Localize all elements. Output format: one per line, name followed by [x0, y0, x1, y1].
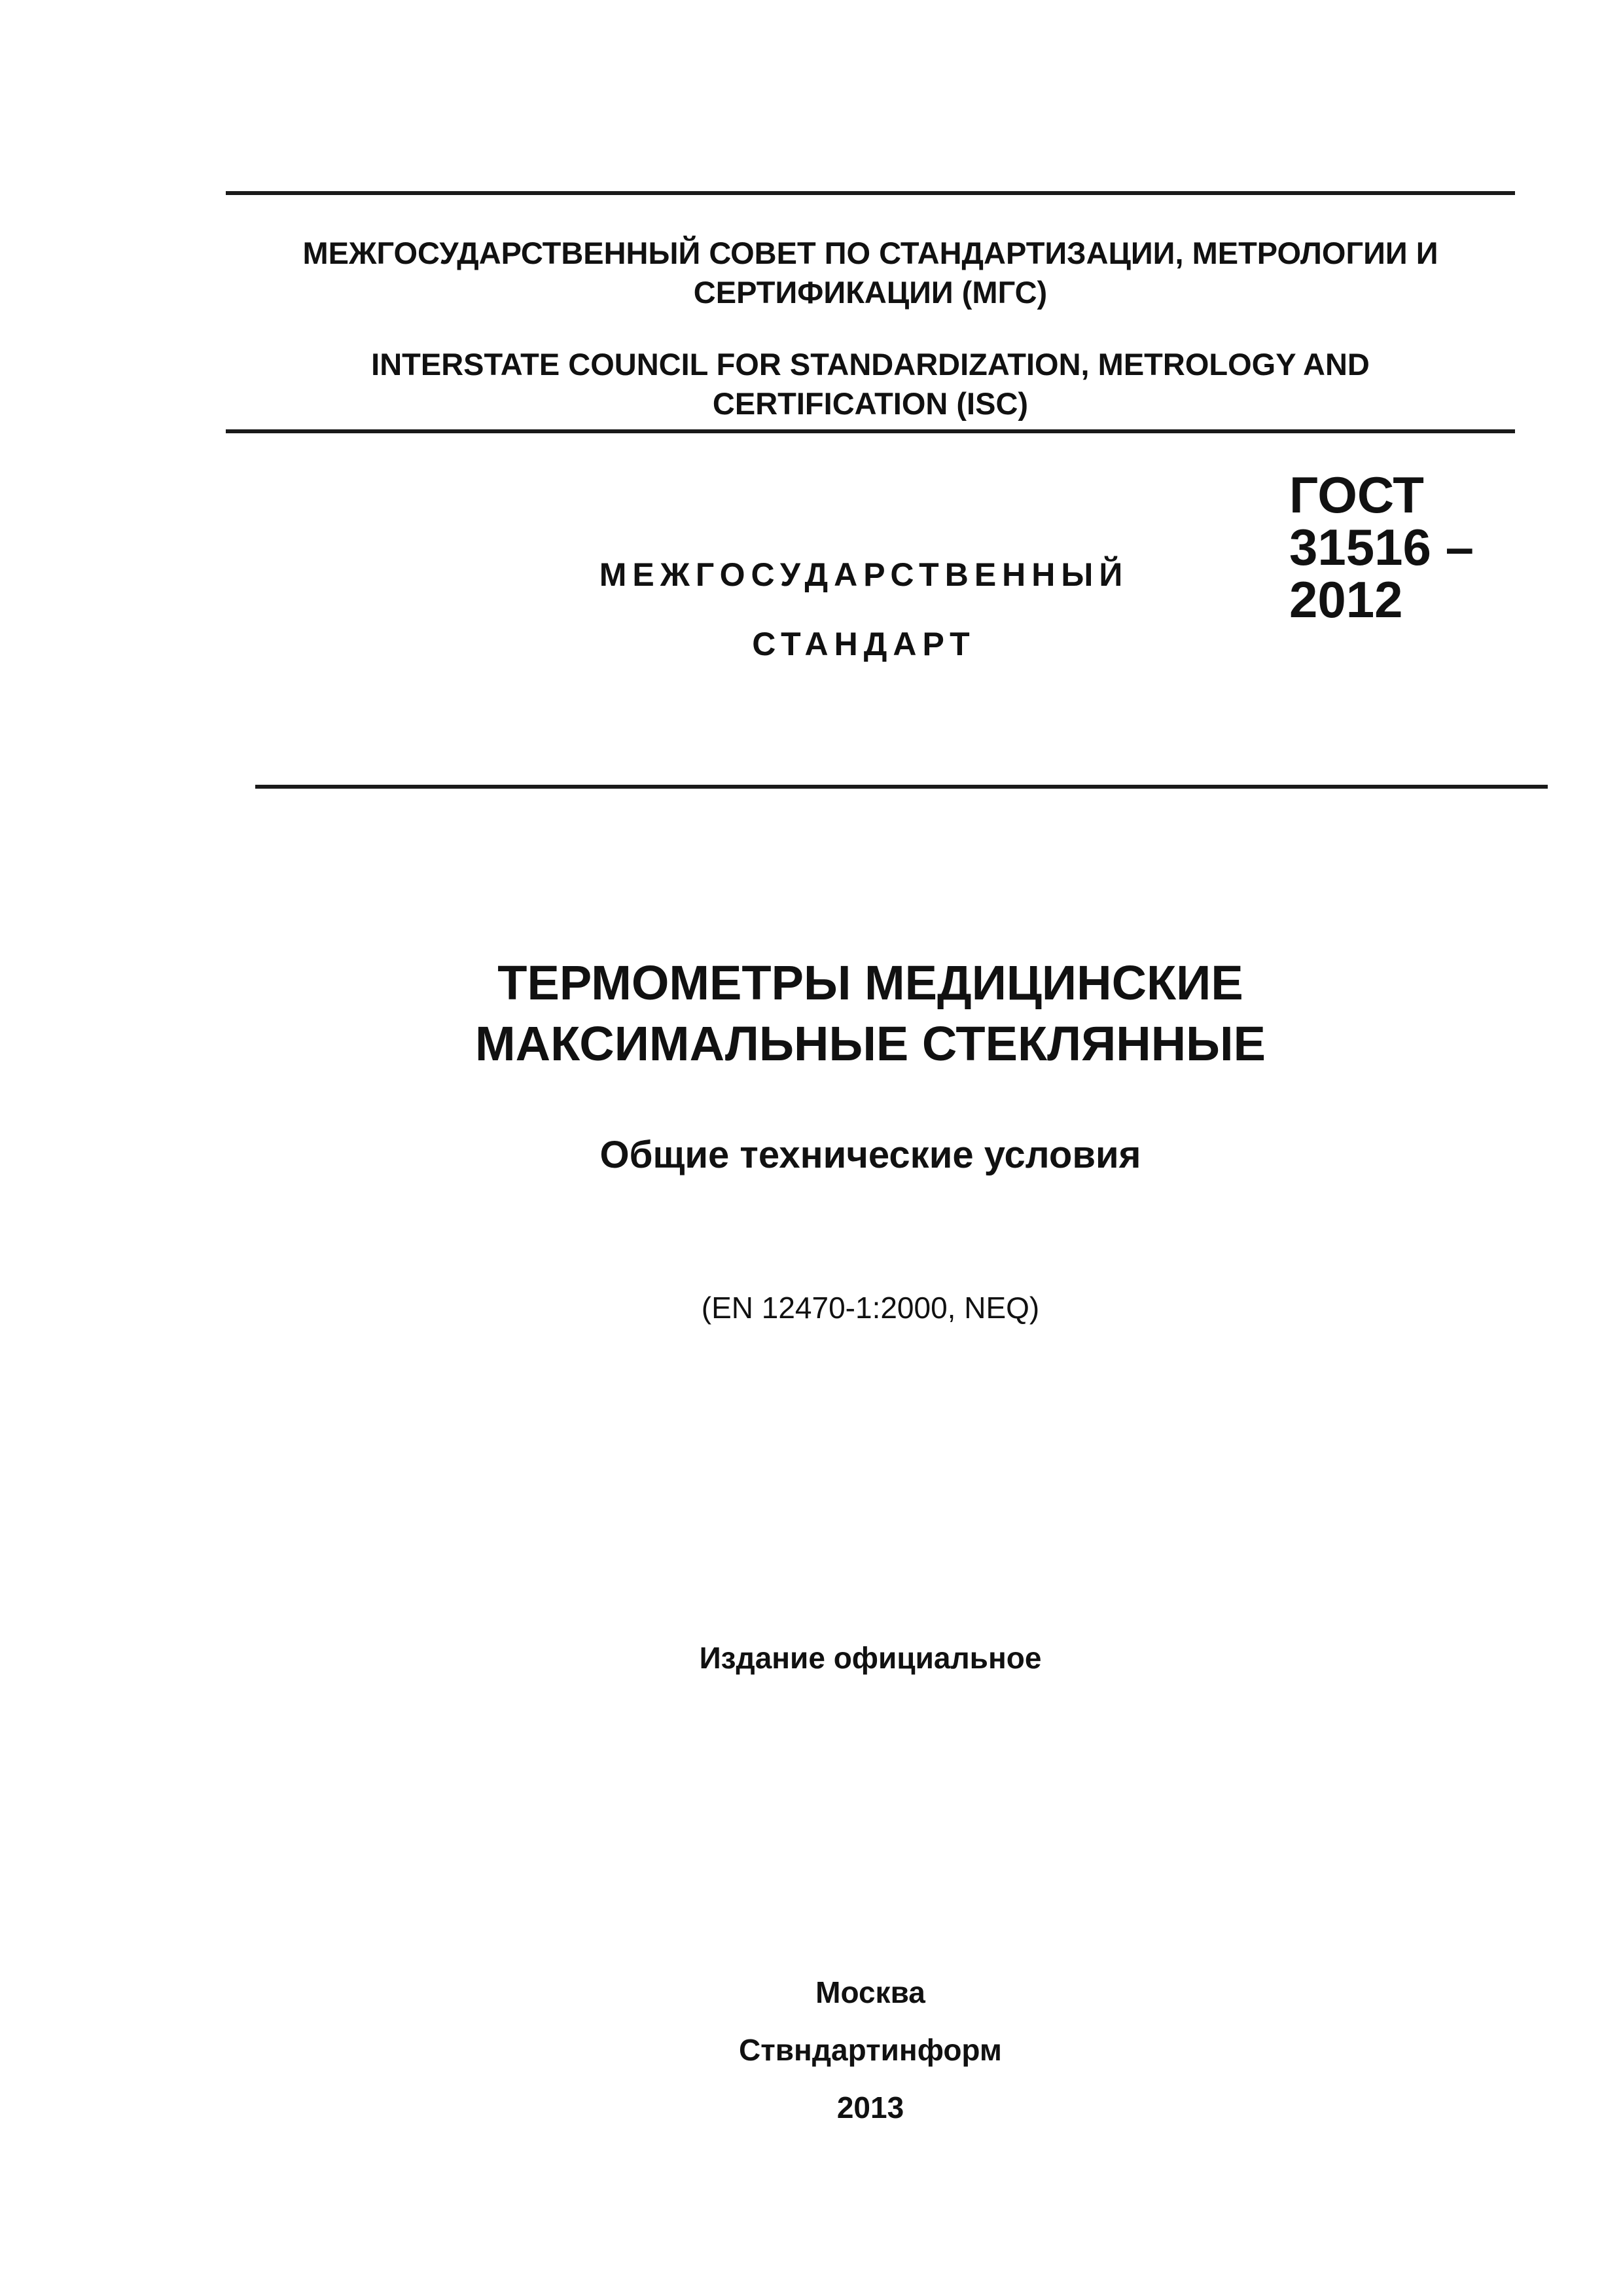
document-subtitle: Общие технические условия	[599, 1134, 1141, 1176]
standard-kind-line-1: МЕЖГОСУДАРСТВЕННЫЙ	[599, 556, 1129, 593]
document-title-line-1: ТЕРМОМЕТРЫ МЕДИЦИНСКИЕ	[497, 956, 1243, 1010]
imprint-city: Москва	[815, 1975, 925, 2009]
imprint-publisher: Ствндартинформ	[739, 2033, 1002, 2067]
standard-number	[1289, 466, 1474, 628]
edition-note: Издание официальное	[699, 1641, 1042, 1675]
imprint-year: 2013	[836, 2090, 904, 2125]
standard-number-line-3: 2012	[1289, 571, 1403, 628]
council-en-line-2: CERTIFICATION (ISC)	[712, 386, 1029, 421]
imprint	[262, 1964, 1479, 2136]
council-name-ru	[226, 234, 1515, 312]
section-rule	[255, 785, 1548, 789]
document-title	[262, 952, 1479, 1074]
council-en-line-1: INTERSTATE COUNCIL FOR STANDARDIZATION, METROLOGY AND	[371, 347, 1370, 382]
council-name-en	[226, 345, 1515, 423]
council-ru-line-2: СЕРТИФИКАЦИИ (МГС)	[693, 275, 1048, 310]
standard-kind-line-2: СТАНДАРТ	[752, 626, 976, 662]
equivalence-reference: (EN 12470-1:2000, NEQ)	[701, 1291, 1040, 1325]
standard-number-line-2: 31516 –	[1289, 518, 1474, 576]
standard-kind	[524, 540, 1204, 679]
header-top-rule	[226, 191, 1515, 195]
document-title-line-2: МАКСИМАЛЬНЫЕ СТЕКЛЯННЫЕ	[475, 1016, 1266, 1071]
council-ru-line-1: МЕЖГОСУДАРСТВЕННЫЙ СОВЕТ ПО СТАНДАРТИЗАЦИИ, МЕТРОЛОГИИ И	[302, 236, 1438, 270]
standard-number-line-1: ГОСТ	[1289, 466, 1424, 524]
header-bottom-rule	[226, 429, 1515, 433]
